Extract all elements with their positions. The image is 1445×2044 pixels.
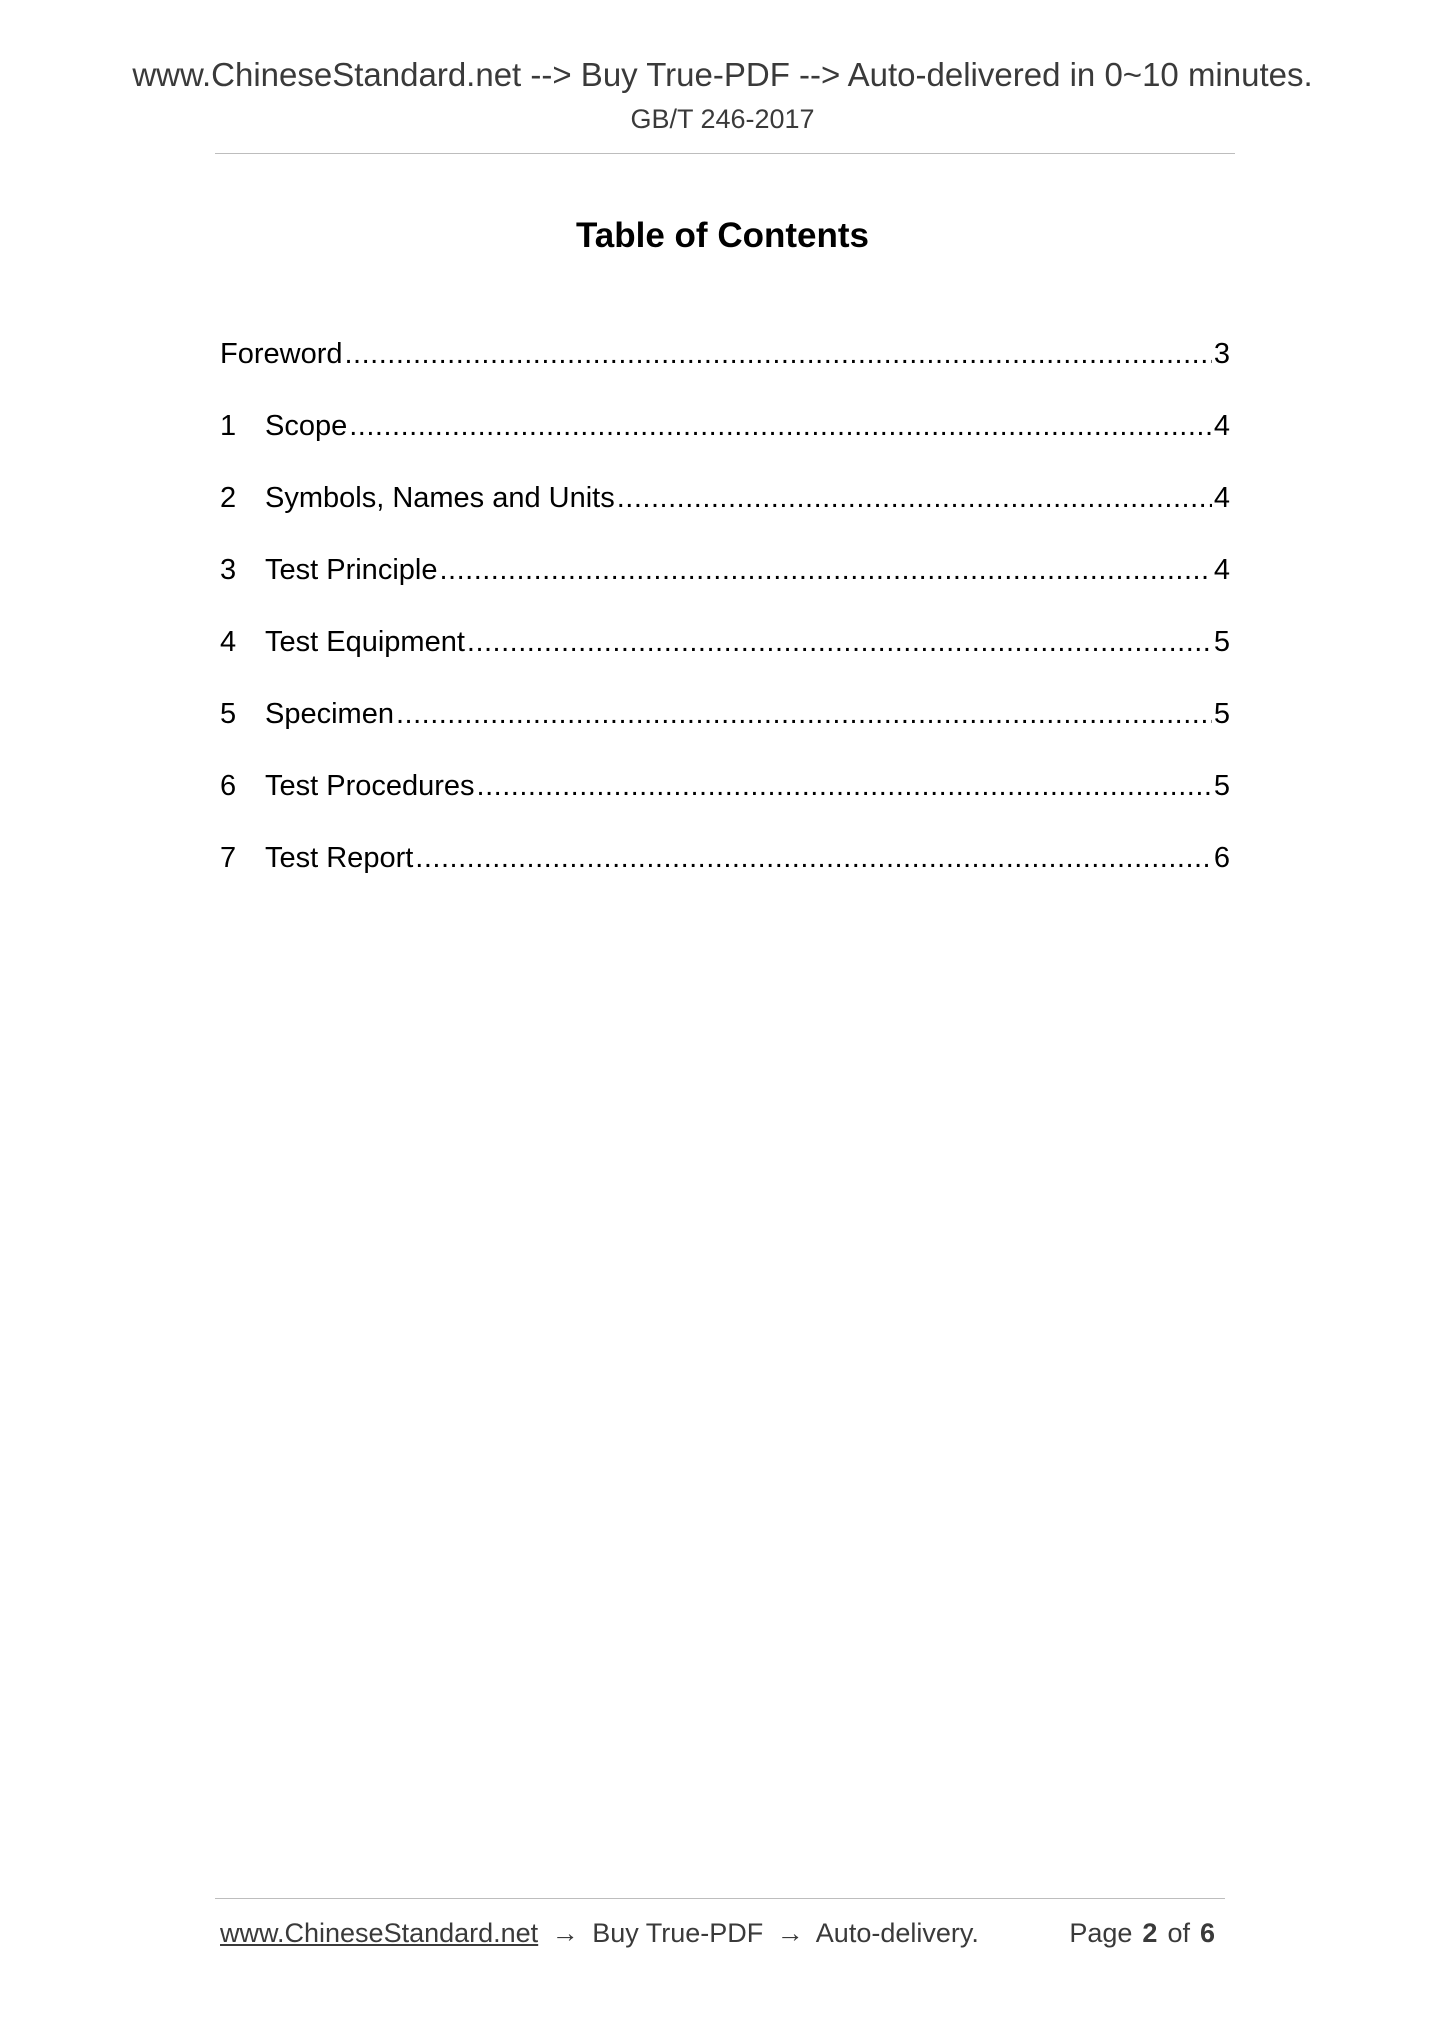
toc-entry-page: 4 [1213,482,1230,514]
toc-entry-label: Specimen [265,698,394,730]
toc-leader-dots [617,482,1212,515]
toc-entry-number: 4 [220,626,237,658]
toc-entry-label: Test Equipment [265,626,465,658]
toc-entry-number: 3 [220,554,237,586]
toc-entry-page: 5 [1213,770,1230,802]
toc-entry-test-equipment[interactable] [220,626,1230,698]
toc-entry-page: 5 [1213,626,1230,658]
arrow-right-icon: → [551,1918,579,1948]
toc-entry-page: 3 [1213,338,1230,370]
footer-buy-text: Buy True-PDF [592,1918,764,1948]
toc-entry-label: Foreword [220,338,343,370]
page-footer [220,1918,1225,1958]
toc-entry-number: 2 [220,482,237,514]
toc-entry-page: 6 [1213,842,1230,874]
footer-site-link[interactable]: www.ChineseStandard.net [220,1918,539,1948]
toc-entry-label: Test Report [265,842,414,874]
toc-entry-number: 1 [220,410,237,442]
toc-entry-scope[interactable] [220,410,1230,482]
toc-entry-test-report[interactable] [220,842,1230,914]
table-of-contents [220,338,1230,914]
page-indicator [1069,1918,1225,1949]
toc-entry-label: Test Principle [265,554,438,586]
toc-leader-dots [415,842,1212,875]
total-page-count: 6 [1199,1918,1215,1948]
footer-promo [220,1918,979,1949]
toc-entry-number: 6 [220,770,237,802]
toc-leader-dots [396,698,1212,731]
arrow-right-icon: → [776,1918,804,1948]
toc-leader-dots [477,770,1212,803]
toc-leader-dots [439,554,1211,587]
toc-entry-specimen[interactable] [220,698,1230,770]
toc-leader-dots [345,338,1212,371]
toc-entry-symbols[interactable] [220,482,1230,554]
header-divider [215,153,1235,154]
footer-delivery-text: Auto-delivery. [815,1918,979,1948]
header-banner: www.ChineseStandard.net --> Buy True-PDF --> Auto-delivered in 0~10 minutes. [132,56,1313,93]
footer-divider [215,1898,1225,1899]
toc-entry-label: Scope [265,410,348,442]
toc-entry-foreword[interactable] [220,338,1230,410]
toc-entry-test-principle[interactable] [220,554,1230,626]
of-word: of [1167,1918,1190,1948]
toc-entry-label: Symbols, Names and Units [265,482,615,514]
toc-entry-test-procedures[interactable] [220,770,1230,842]
toc-entry-page: 4 [1213,410,1230,442]
toc-title: Table of Contents [576,216,869,255]
current-page-number: 2 [1142,1918,1158,1948]
toc-leader-dots [349,410,1212,443]
toc-leader-dots [467,626,1212,659]
page-word: Page [1069,1918,1133,1948]
toc-entry-number: 5 [220,698,237,730]
toc-entry-label: Test Procedures [265,770,475,802]
toc-entry-page: 5 [1213,698,1230,730]
toc-entry-number: 7 [220,842,237,874]
toc-entry-page: 4 [1213,554,1230,586]
standard-code: GB/T 246-2017 [630,104,815,134]
